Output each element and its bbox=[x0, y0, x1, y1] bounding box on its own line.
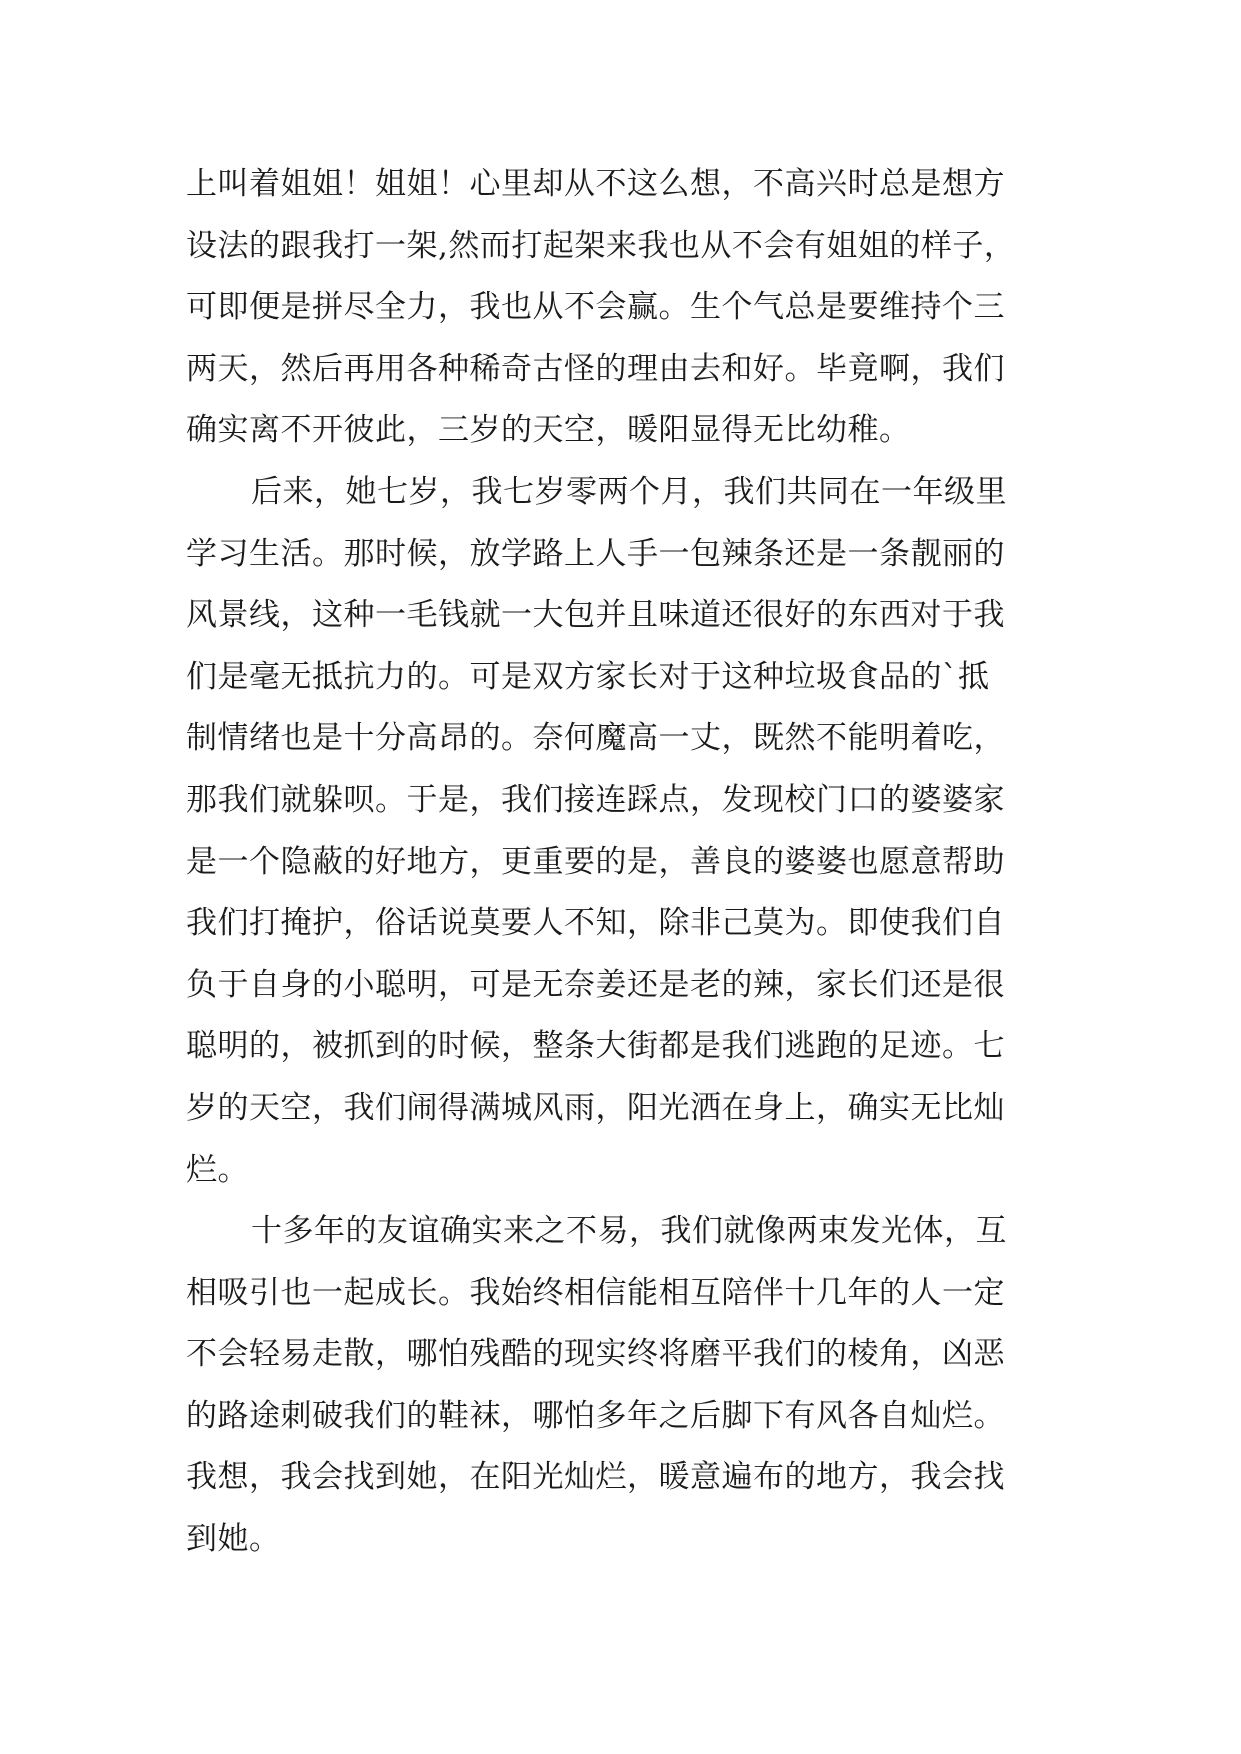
text-line: 设法的跟我打一架,然而打起架来我也从不会有姐姐的样子， bbox=[186, 227, 1016, 264]
text-line: 那我们就躲呗。于是，我们接连踩点，发现校门口的婆婆家 bbox=[186, 781, 1005, 818]
text-line: 风景线，这种一毛钱就一大包并且味道还很好的东西对于我 bbox=[186, 597, 1005, 634]
text-line: 到她。 bbox=[186, 1521, 281, 1558]
text-line: 们是毫无抵抗力的。可是双方家长对于这种垃圾食品的`抵 bbox=[186, 658, 990, 695]
text-line: 我想，我会找到她，在阳光灿烂，暖意遍布的地方，我会找 bbox=[186, 1459, 1005, 1496]
paragraph-2 bbox=[186, 462, 1086, 1201]
text-line: 负于自身的小聪明，可是无奈姜还是老的辣，家长们还是很 bbox=[186, 966, 1005, 1003]
text-line: 学习生活。那时候，放学路上人手一包辣条还是一条靓丽的 bbox=[186, 535, 1005, 572]
text-line: 烂。 bbox=[186, 1151, 249, 1188]
text-line: 我们打掩护，俗话说莫要人不知，除非己莫为。即使我们自 bbox=[186, 905, 1005, 942]
text-line: 可即便是拼尽全力，我也从不会赢。生个气总是要维持个三 bbox=[186, 289, 1005, 326]
text-line: 十多年的友谊确实来之不易，我们就像两束发光体，互 bbox=[251, 1213, 1007, 1250]
paragraph-3 bbox=[186, 1201, 1086, 1571]
text-line: 岁的天空，我们闹得满城风雨，阳光洒在身上，确实无比灿 bbox=[186, 1089, 1005, 1126]
text-line: 相吸引也一起成长。我始终相信能相互陪伴十几年的人一定 bbox=[186, 1274, 1005, 1311]
text-line: 制情绪也是十分高昂的。奈何魔高一丈，既然不能明着吃， bbox=[186, 720, 1005, 757]
text-line: 是一个隐蔽的好地方，更重要的是，善良的婆婆也愿意帮助 bbox=[186, 843, 1005, 880]
text-line: 的路途刺破我们的鞋袜，哪怕多年之后脚下有风各自灿烂。 bbox=[186, 1397, 1005, 1434]
body-text bbox=[186, 154, 1086, 1571]
text-line: 两天，然后再用各种稀奇古怪的理由去和好。毕竟啊，我们 bbox=[186, 350, 1005, 387]
text-line: 上叫着姐姐！姐姐！心里却从不这么想，不高兴时总是想方 bbox=[186, 166, 1005, 202]
paragraph-1 bbox=[186, 154, 1086, 462]
text-line: 后来，她七岁，我七岁零两个月，我们共同在一年级里 bbox=[251, 473, 1007, 510]
text-line: 聪明的，被抓到的时候，整条大街都是我们逃跑的足迹。七 bbox=[186, 1028, 1005, 1065]
text-line: 确实离不开彼此，三岁的天空，暖阳显得无比幼稚。 bbox=[186, 412, 911, 449]
text-line: 不会轻易走散，哪怕残酷的现实终将磨平我们的棱角，凶恶 bbox=[186, 1336, 1005, 1373]
